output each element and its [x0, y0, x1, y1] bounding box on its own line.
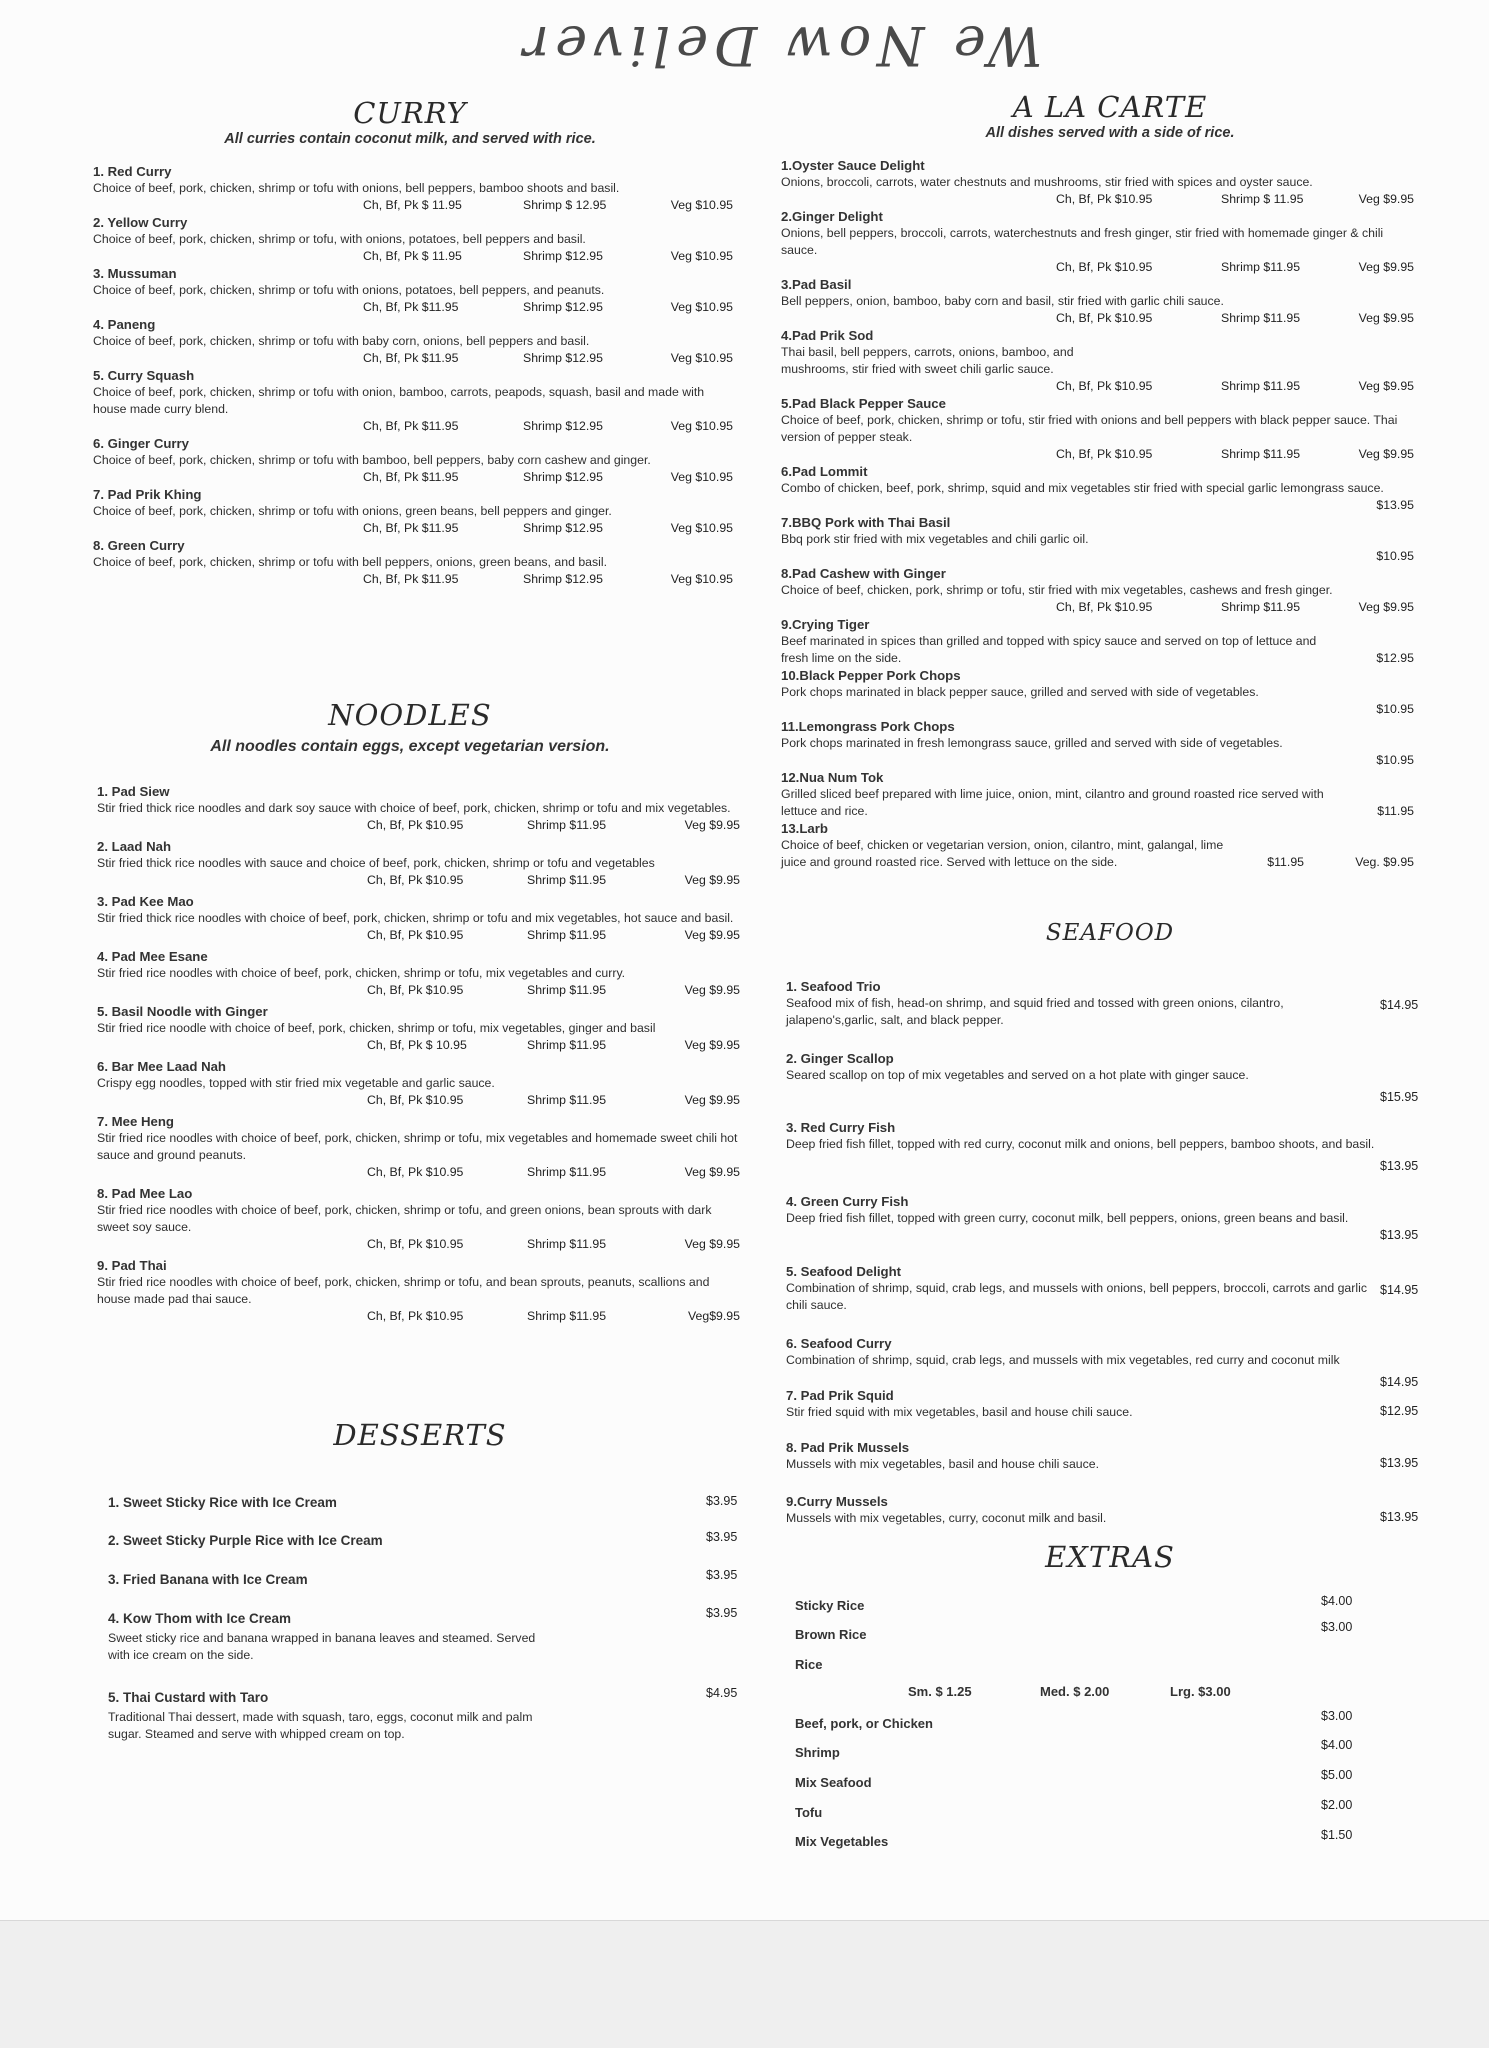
seafood-item	[786, 1263, 1376, 1314]
price-shrimp: Shrimp $11.95	[527, 818, 607, 832]
item-description: Grilled sliced beef prepared with lime juice, onion, mint, cilantro and ground roasted rice served with lettuce and rice.	[781, 787, 1324, 818]
price-chicken-beef-pork: Ch, Bf, Pk $ 11.95	[363, 198, 462, 212]
menu-item	[781, 667, 1414, 718]
extra-item-name: Beef, pork, or Chicken	[795, 1716, 933, 1731]
price-row	[93, 469, 733, 486]
price-vegetarian: Veg $9.95	[684, 928, 740, 942]
item-price: $11.95	[1377, 804, 1414, 818]
menu-item	[781, 395, 1414, 463]
price-row	[93, 350, 733, 367]
item-description: Combination of shrimp, squid, crab legs, and mussels with mix vegetables, red curry and coconut milk	[786, 1353, 1340, 1367]
item-description: Mussels with mix vegetables, basil and house chili sauce.	[786, 1457, 1100, 1471]
price-vegetarian: Veg $9.95	[684, 983, 740, 997]
item-name: 5. Thai Custard with Taro	[108, 1690, 269, 1705]
item-price: $14.95	[1380, 1283, 1419, 1297]
item-description: Choice of beef, pork, chicken, shrimp or tofu with onions, bell peppers, bamboo shoots and basil.	[93, 181, 620, 195]
item-description: Stir fried rice noodle with choice of beef, pork, chicken, shrimp or tofu, mix vegetables, ginger and basil	[97, 1021, 656, 1035]
price-shrimp: Shrimp $11.95	[1221, 311, 1301, 325]
item-description: Onions, broccoli, carrots, water chestnuts and mushrooms, stir fried with spices and oyster sauce.	[781, 175, 1313, 189]
extra-item-price: $3.00	[1321, 1709, 1353, 1723]
item-name: 2. Laad Nah	[97, 839, 172, 854]
price-row	[97, 1236, 740, 1253]
dessert-item	[108, 1494, 548, 1511]
price-shrimp: Shrimp $11.95	[527, 928, 607, 942]
menu-item	[93, 486, 733, 537]
extra-item-price: $4.00	[1321, 1594, 1353, 1608]
item-price: $15.95	[1380, 1090, 1419, 1104]
price-chicken-beef-pork: Ch, Bf, Pk $10.95	[367, 873, 464, 887]
a-la-carte-list	[781, 157, 1414, 871]
price-row	[781, 701, 1414, 718]
extra-item-name: Shrimp	[795, 1745, 840, 1760]
seafood-item	[786, 1335, 1376, 1369]
extra-item-name: Sticky Rice	[795, 1598, 865, 1613]
price-shrimp: Shrimp $11.95	[527, 1237, 607, 1251]
item-price: $11.95	[1267, 855, 1304, 869]
menu-item	[93, 316, 733, 367]
price-row	[97, 1164, 740, 1181]
item-description: Choice of beef, pork, chicken, shrimp or tofu with bell peppers, onions, green beans, and basil.	[93, 555, 608, 569]
menu-item	[97, 1113, 740, 1181]
extra-item-name: Mix Vegetables	[795, 1834, 889, 1849]
menu-item	[781, 276, 1414, 327]
price-vegetarian: Veg $9.95	[1358, 192, 1414, 206]
item-name: 1. Sweet Sticky Rice with Ice Cream	[108, 1495, 337, 1510]
noodles-title: NOODLES	[328, 698, 492, 732]
price-vegetarian: Veg $9.95	[1358, 600, 1414, 614]
item-name: 1. Pad Siew	[97, 784, 170, 799]
item-price: $13.95	[1376, 498, 1414, 512]
item-price: $12.95	[1380, 1404, 1419, 1418]
item-description: Seared scallop on top of mix vegetables and served on a hot plate with ginger sauce.	[786, 1068, 1249, 1082]
item-description: Choice of beef, pork, chicken, shrimp or tofu with onion, bamboo, carrots, peapods, squash, basil and made with house made curry blend.	[93, 385, 705, 416]
price-chicken-beef-pork: Ch, Bf, Pk $10.95	[367, 1237, 464, 1251]
price-vegetarian: Veg $9.95	[1358, 260, 1414, 274]
item-name: 2.Ginger Delight	[781, 209, 883, 224]
item-description: Stir fried rice noodles with choice of beef, pork, chicken, shrimp or tofu, and bean sprouts, peanuts, scallions and house made pad thai sauce.	[97, 1275, 710, 1306]
item-name: 4. Paneng	[93, 317, 156, 332]
price-row	[97, 927, 740, 944]
item-description: Deep fried fish fillet, topped with green curry, coconut milk, bell peppers, onions, green beans and basil.	[786, 1211, 1349, 1225]
price-row	[93, 520, 733, 537]
seafood-item	[786, 1387, 1376, 1421]
noodles-subtitle: All noodles contain eggs, except vegetarian version.	[210, 738, 610, 755]
extra-item-name: Rice	[795, 1657, 823, 1672]
item-price: $13.95	[1380, 1456, 1419, 1470]
item-description: Choice of beef, pork, chicken, shrimp or tofu with bamboo, bell peppers, baby corn cashew and ginger.	[93, 453, 651, 467]
extras-title: EXTRAS	[1045, 1540, 1175, 1574]
item-description: Choice of beef, chicken, pork, shrimp or tofu, stir fried with mix vegetables, cashews and fresh ginger.	[781, 583, 1333, 597]
price-row	[93, 248, 733, 265]
item-name: 3. Red Curry Fish	[786, 1120, 896, 1135]
seafood-item	[786, 1050, 1376, 1084]
seafood-title: SEAFOOD	[1045, 920, 1175, 946]
price-row	[781, 548, 1414, 565]
seafood-item	[786, 978, 1376, 1029]
menu-item	[93, 367, 733, 435]
a-la-carte-title: A LA CARTE	[1012, 90, 1208, 124]
item-description: Thai basil, bell peppers, carrots, onions, bamboo, and mushrooms, stir fried with sweet chili garlic sauce.	[781, 345, 1074, 376]
menu-item	[781, 616, 1414, 667]
item-name: 12.Nua Num Tok	[781, 770, 884, 785]
price-chicken-beef-pork: Ch, Bf, Pk $10.95	[1056, 260, 1153, 274]
menu-item	[781, 514, 1414, 565]
item-price: $10.95	[1376, 702, 1414, 716]
item-name: 1.Oyster Sauce Delight	[781, 158, 925, 173]
rice-medium-price: Med. $ 2.00	[1040, 1684, 1110, 1699]
price-vegetarian: Veg $10.95	[670, 419, 733, 433]
menu-item	[93, 214, 733, 265]
item-description: Deep fried fish fillet, topped with red curry, coconut milk and onions, bell peppers, bamboo shoots, and basil.	[786, 1137, 1375, 1151]
price-vegetarian: Veg$9.95	[688, 1309, 740, 1323]
item-name: 2. Ginger Scallop	[786, 1051, 894, 1066]
item-name: 3. Fried Banana with Ice Cream	[108, 1572, 308, 1587]
item-name: 8. Pad Prik Mussels	[786, 1440, 910, 1455]
item-price: $3.95	[706, 1606, 738, 1620]
item-name: 11.Lemongrass Pork Chops	[781, 719, 955, 734]
item-name: 6. Bar Mee Laad Nah	[97, 1059, 226, 1074]
menu-item	[93, 537, 733, 588]
price-chicken-beef-pork: Ch, Bf, Pk $11.95	[363, 521, 459, 535]
item-description: Stir fried rice noodles with choice of beef, pork, chicken, shrimp or tofu, mix vegetables and homemade sweet chili hot sauce and ground peanuts.	[97, 1131, 738, 1162]
price-chicken-beef-pork: Ch, Bf, Pk $10.95	[1056, 379, 1153, 393]
price-shrimp: Shrimp $11.95	[527, 1093, 607, 1107]
menu-item	[781, 463, 1414, 514]
item-name: 7. Pad Prik Khing	[93, 487, 202, 502]
extra-item-price: $5.00	[1321, 1768, 1353, 1782]
price-chicken-beef-pork: Ch, Bf, Pk $10.95	[1056, 447, 1153, 461]
item-name: 6. Ginger Curry	[93, 436, 190, 451]
price-vegetarian: Veg $10.95	[670, 470, 733, 484]
item-name: 5. Curry Squash	[93, 368, 195, 383]
price-row	[93, 418, 733, 435]
seafood-item	[786, 1119, 1376, 1153]
price-vegetarian: Veg $9.95	[684, 1093, 740, 1107]
price-row	[781, 497, 1414, 514]
item-description: Pork chops marinated in fresh lemongrass sauce, grilled and served with side of vegetables.	[781, 736, 1283, 750]
menu-item	[97, 1003, 740, 1054]
price-vegetarian: Veg $10.95	[670, 572, 733, 586]
price-vegetarian: Veg $9.95	[684, 873, 740, 887]
price-shrimp: Shrimp $11.95	[1221, 379, 1301, 393]
dessert-item	[108, 1610, 548, 1664]
menu-item	[93, 435, 733, 486]
item-description: Bbq pork stir fried with mix vegetables and chili garlic oil.	[781, 532, 1089, 546]
price-chicken-beef-pork: Ch, Bf, Pk $10.95	[367, 818, 464, 832]
item-name: 4. Kow Thom with Ice Cream	[108, 1611, 292, 1626]
price-chicken-beef-pork: Ch, Bf, Pk $10.95	[367, 1309, 464, 1323]
item-name: 5.Pad Black Pepper Sauce	[781, 396, 946, 411]
price-vegetarian: Veg $10.95	[670, 351, 733, 365]
item-name: 8.Pad Cashew with Ginger	[781, 566, 946, 581]
item-description: Traditional Thai dessert, made with squash, taro, eggs, coconut milk and palm sugar. Steamed and serve with whipped cream on top.	[108, 1710, 533, 1741]
price-shrimp: Shrimp $ 11.95	[1221, 192, 1304, 206]
item-description: Sweet sticky rice and banana wrapped in banana leaves and steamed. Served with ice cream on the side.	[108, 1631, 536, 1662]
seafood-item	[786, 1193, 1376, 1227]
price-shrimp: Shrimp $12.95	[523, 470, 603, 484]
item-name: 4. Pad Mee Esane	[97, 949, 208, 964]
item-price: $14.95	[1380, 998, 1419, 1012]
price-chicken-beef-pork: Ch, Bf, Pk $11.95	[363, 351, 459, 365]
noodles-list	[97, 783, 740, 1329]
we-now-deliver-handwriting: We Now Deliver	[517, 14, 1043, 77]
price-chicken-beef-pork: Ch, Bf, Pk $10.95	[1056, 192, 1153, 206]
price-shrimp: Shrimp $12.95	[523, 521, 603, 535]
price-row	[781, 599, 1414, 616]
price-row	[93, 299, 733, 316]
price-shrimp: Shrimp $12.95	[523, 419, 603, 433]
item-price: $10.95	[1376, 753, 1414, 767]
extra-item-name: Brown Rice	[795, 1627, 867, 1642]
price-chicken-beef-pork: Ch, Bf, Pk $10.95	[367, 928, 464, 942]
item-name: 13.Larb	[781, 821, 828, 836]
item-price: $14.95	[1380, 1375, 1419, 1389]
extra-item-name: Tofu	[795, 1805, 823, 1820]
price-shrimp: Shrimp $ 12.95	[523, 198, 607, 212]
a-la-carte-subtitle: All dishes served with a side of rice.	[985, 125, 1235, 141]
menu-item	[781, 208, 1414, 276]
item-description: Stir fried rice noodles with choice of beef, pork, chicken, shrimp or tofu, mix vegetables and curry.	[97, 966, 626, 980]
extra-item-price: $1.50	[1321, 1828, 1353, 1842]
menu-item	[97, 893, 740, 944]
dessert-item	[108, 1532, 548, 1549]
item-price: $13.95	[1380, 1228, 1419, 1242]
price-row	[97, 1092, 740, 1109]
item-name: 4.Pad Prik Sod	[781, 328, 874, 343]
item-name: 4. Green Curry Fish	[786, 1194, 909, 1209]
rice-large-price: Lrg. $3.00	[1170, 1684, 1231, 1699]
item-price: $13.95	[1380, 1510, 1419, 1524]
item-description: Pork chops marinated in black pepper sauce, grilled and served with side of vegetables.	[781, 685, 1259, 699]
price-chicken-beef-pork: Ch, Bf, Pk $ 10.95	[367, 1038, 467, 1052]
menu-item	[97, 1185, 740, 1253]
price-vegetarian: Veg $9.95	[1358, 447, 1414, 461]
price-vegetarian: Veg $9.95	[1358, 311, 1414, 325]
price-row	[781, 191, 1414, 208]
item-name: 1. Seafood Trio	[786, 979, 881, 994]
item-description: Choice of beef, pork, chicken, shrimp or tofu with baby corn, onions, bell peppers and basil.	[93, 334, 590, 348]
price-chicken-beef-pork: Ch, Bf, Pk $11.95	[363, 470, 459, 484]
menu-item	[781, 157, 1414, 208]
item-description: Stir fried thick rice noodles with sauce and choice of beef, pork, chicken, shrimp or tofu and vegetables	[97, 856, 655, 870]
extra-item-price: $3.00	[1321, 1620, 1353, 1634]
item-name: 1. Red Curry	[93, 164, 172, 179]
price-shrimp: Shrimp $11.95	[527, 873, 607, 887]
item-description: Mussels with mix vegetables, curry, coconut milk and basil.	[786, 1511, 1107, 1525]
price-row	[97, 1308, 740, 1325]
price-row	[97, 872, 740, 889]
price-row	[97, 1037, 740, 1054]
item-price: $12.95	[1376, 651, 1414, 665]
menu-item	[97, 783, 740, 834]
item-description: Choice of beef, pork, chicken, shrimp or tofu with onions, green beans, bell peppers and ginger.	[93, 504, 612, 518]
extra-item-price: $4.00	[1321, 1738, 1353, 1752]
price-vegetarian: Veg $9.95	[684, 1038, 740, 1052]
price-chicken-beef-pork: Ch, Bf, Pk $11.95	[363, 419, 459, 433]
item-name: 2. Yellow Curry	[93, 215, 188, 230]
price-shrimp: Shrimp $12.95	[523, 300, 603, 314]
price-vegetarian: Veg $10.95	[670, 249, 733, 263]
price-shrimp: Shrimp $11.95	[1221, 600, 1301, 614]
price-chicken-beef-pork: Ch, Bf, Pk $11.95	[363, 300, 459, 314]
item-price: $3.95	[706, 1530, 738, 1544]
menu-item	[97, 838, 740, 889]
item-name: 3. Mussuman	[93, 266, 177, 281]
price-row	[781, 752, 1414, 769]
price-chicken-beef-pork: Ch, Bf, Pk $10.95	[367, 1165, 464, 1179]
item-name: 8. Pad Mee Lao	[97, 1186, 193, 1201]
rice-small-price: Sm. $ 1.25	[908, 1684, 972, 1699]
curry-list	[93, 163, 733, 588]
price-shrimp: Shrimp $12.95	[523, 572, 603, 586]
item-description: Choice of beef, pork, chicken, shrimp or tofu, with onions, potatoes, bell peppers and basil.	[93, 232, 586, 246]
item-description: Choice of beef, pork, chicken, shrimp or tofu with onions, potatoes, bell peppers, and peanuts.	[93, 283, 605, 297]
curry-subtitle: All curries contain coconut milk, and served with rice.	[224, 131, 596, 147]
price-row	[781, 378, 1414, 395]
item-description: Combo of chicken, beef, pork, shrimp, squid and mix vegetables stir fried with special garlic lemongrass sauce.	[781, 481, 1384, 495]
price-row	[93, 571, 733, 588]
menu-item	[97, 1058, 740, 1109]
item-description: Stir fried thick rice noodles and dark soy sauce with choice of beef, pork, chicken, shrimp or tofu and mix vegetables.	[97, 801, 731, 815]
item-description: Combination of shrimp, squid, crab legs, and mussels with onions, bell peppers, broccoli, carrots and garlic chili sauce.	[786, 1281, 1367, 1312]
item-description: Stir fried thick rice noodles with choice of beef, pork, chicken, shrimp or tofu and mix vegetables, hot sauce and basil.	[97, 911, 734, 925]
price-row	[781, 310, 1414, 327]
price-vegetarian: Veg $9.95	[684, 1237, 740, 1251]
price-chicken-beef-pork: Ch, Bf, Pk $10.95	[367, 983, 464, 997]
item-price: $10.95	[1376, 549, 1414, 563]
price-shrimp: Shrimp $11.95	[1221, 260, 1301, 274]
item-name: 7. Pad Prik Squid	[786, 1388, 894, 1403]
item-name: 2. Sweet Sticky Purple Rice with Ice Cream	[108, 1533, 383, 1548]
price-shrimp: Shrimp $11.95	[527, 1038, 607, 1052]
price-row	[781, 446, 1414, 463]
menu-item	[781, 820, 1414, 871]
price-vegetarian: Veg $10.95	[670, 198, 733, 212]
menu-item	[97, 1257, 740, 1325]
item-description: Stir fried rice noodles with choice of beef, pork, chicken, shrimp or tofu, and green onions, bean sprouts with dark sweet soy sauce.	[97, 1203, 712, 1234]
item-description: Seafood mix of fish, head-on shrimp, and squid fried and tossed with green onions, cilantro, jalapeno's,garlic, salt, and black pepper.	[786, 996, 1284, 1027]
item-name: 9.Crying Tiger	[781, 617, 870, 632]
item-price: $3.95	[706, 1494, 738, 1508]
price-shrimp: Shrimp $11.95	[527, 983, 607, 997]
price-row	[97, 982, 740, 999]
menu-item	[781, 769, 1414, 820]
dessert-item	[108, 1571, 548, 1588]
menu-item	[781, 327, 1414, 395]
seafood-item	[786, 1439, 1376, 1473]
price-vegetarian: Veg $10.95	[670, 300, 733, 314]
menu-item	[97, 948, 740, 999]
item-description: Onions, bell peppers, broccoli, carrots, waterchestnuts and fresh ginger, stir fried with homemade ginger & chili sauce.	[781, 226, 1384, 257]
price-vegetarian: Veg. $9.95	[1355, 855, 1414, 869]
seafood-item	[786, 1493, 1376, 1527]
price-chicken-beef-pork: Ch, Bf, Pk $10.95	[367, 1093, 464, 1107]
item-price: $13.95	[1380, 1159, 1419, 1173]
price-shrimp: Shrimp $12.95	[523, 351, 603, 365]
price-chicken-beef-pork: Ch, Bf, Pk $ 11.95	[363, 249, 462, 263]
item-description: Bell peppers, onion, bamboo, baby corn and basil, stir fried with garlic chili sauce.	[781, 294, 1224, 308]
curry-title: CURRY	[353, 96, 467, 130]
price-row	[93, 197, 733, 214]
item-name: 9. Pad Thai	[97, 1258, 167, 1273]
extra-item-price: $2.00	[1321, 1798, 1353, 1812]
price-row	[781, 259, 1414, 276]
price-vegetarian: Veg $9.95	[684, 818, 740, 832]
item-name: 8. Green Curry	[93, 538, 185, 553]
item-description: Stir fried squid with mix vegetables, basil and house chili sauce.	[786, 1405, 1133, 1419]
item-price: $3.95	[706, 1568, 738, 1582]
item-description: Choice of beef, chicken or vegetarian version, onion, cilantro, mint, galangal, lime juice and ground roasted rice. Served with lettuce on the side.	[781, 838, 1224, 869]
item-name: 5. Seafood Delight	[786, 1264, 902, 1279]
price-shrimp: Shrimp $11.95	[527, 1309, 607, 1323]
item-price: $4.95	[706, 1686, 738, 1700]
menu-item	[93, 265, 733, 316]
item-name: 7. Mee Heng	[97, 1114, 174, 1129]
item-description: Beef marinated in spices than grilled and topped with spicy sauce and served on top of lettuce and fresh lime on the side.	[781, 634, 1317, 665]
item-name: 10.Black Pepper Pork Chops	[781, 668, 961, 683]
menu-item	[781, 565, 1414, 616]
price-shrimp: Shrimp $12.95	[523, 249, 603, 263]
price-chicken-beef-pork: Ch, Bf, Pk $10.95	[1056, 311, 1153, 325]
dessert-item	[108, 1689, 548, 1743]
item-name: 9.Curry Mussels	[786, 1494, 888, 1509]
price-chicken-beef-pork: Ch, Bf, Pk $11.95	[363, 572, 459, 586]
item-name: 7.BBQ Pork with Thai Basil	[781, 515, 951, 530]
price-vegetarian: Veg $9.95	[1358, 379, 1414, 393]
item-name: 6. Seafood Curry	[786, 1336, 892, 1351]
item-description: Crispy egg noodles, topped with stir fried mix vegetable and garlic sauce.	[97, 1076, 495, 1090]
item-name: 6.Pad Lommit	[781, 464, 868, 479]
price-vegetarian: Veg $9.95	[684, 1165, 740, 1179]
desserts-title: DESSERTS	[333, 1418, 507, 1452]
price-row	[97, 817, 740, 834]
price-chicken-beef-pork: Ch, Bf, Pk $10.95	[1056, 600, 1153, 614]
price-vegetarian: Veg $10.95	[670, 521, 733, 535]
menu-item	[781, 718, 1414, 769]
extra-item-name: Mix Seafood	[795, 1775, 872, 1790]
menu-item	[93, 163, 733, 214]
item-name: 3. Pad Kee Mao	[97, 894, 194, 909]
price-shrimp: Shrimp $11.95	[527, 1165, 607, 1179]
item-name: 5. Basil Noodle with Ginger	[97, 1004, 268, 1019]
item-name: 3.Pad Basil	[781, 277, 852, 292]
price-shrimp: Shrimp $11.95	[1221, 447, 1301, 461]
item-description: Choice of beef, pork, chicken, shrimp or tofu, stir fried with onions and bell peppers with black pepper sauce. Thai version of pepper steak.	[781, 413, 1398, 444]
